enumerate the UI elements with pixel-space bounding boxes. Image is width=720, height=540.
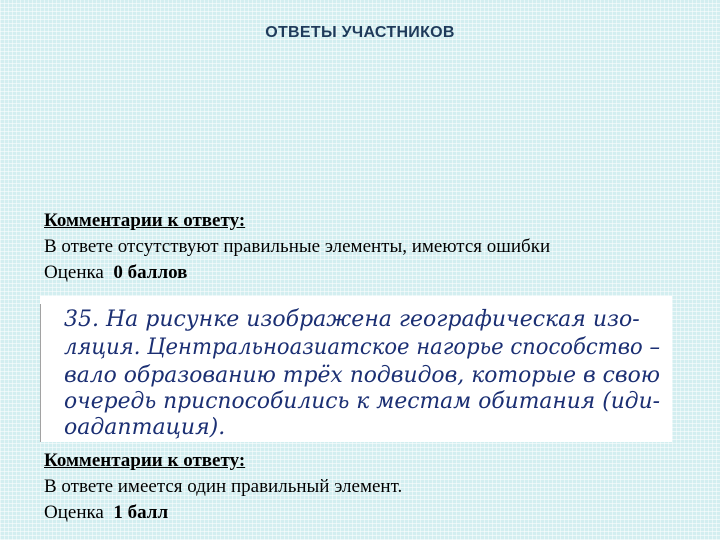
comment-heading: Комментарии к ответу:	[44, 450, 246, 471]
handwriting-line: 35. На рисунке изображена географическая изо-	[64, 307, 640, 332]
comment-text: В ответе отсутствуют правильные элементы, имеются ошибки	[44, 236, 551, 257]
score-value: 1 балл	[113, 502, 169, 523]
handwritten-answer-image	[40, 296, 672, 442]
handwriting-line: ляция. Центральноазиатское нагорье способство –	[64, 335, 660, 360]
comment-block-1	[44, 208, 550, 286]
handwriting-line: очередь приспособились к местам обитания (иди-	[64, 389, 660, 414]
score-label: Оценка	[44, 502, 104, 523]
handwriting-line: оадаптация).	[64, 415, 226, 440]
score-line	[44, 260, 550, 286]
comment-block-2	[44, 448, 402, 526]
score-value: 0 баллов	[113, 262, 188, 283]
score-label: Оценка	[44, 262, 104, 283]
handwriting-line: вало образованию трёх подвидов, которые в свою	[64, 363, 660, 388]
score-line	[44, 500, 402, 526]
comment-text: В ответе имеется один правильный элемент.	[44, 476, 403, 497]
comment-heading: Комментарии к ответу:	[44, 210, 246, 231]
page-title: ОТВЕТЫ УЧАСТНИКОВ	[265, 24, 455, 41]
